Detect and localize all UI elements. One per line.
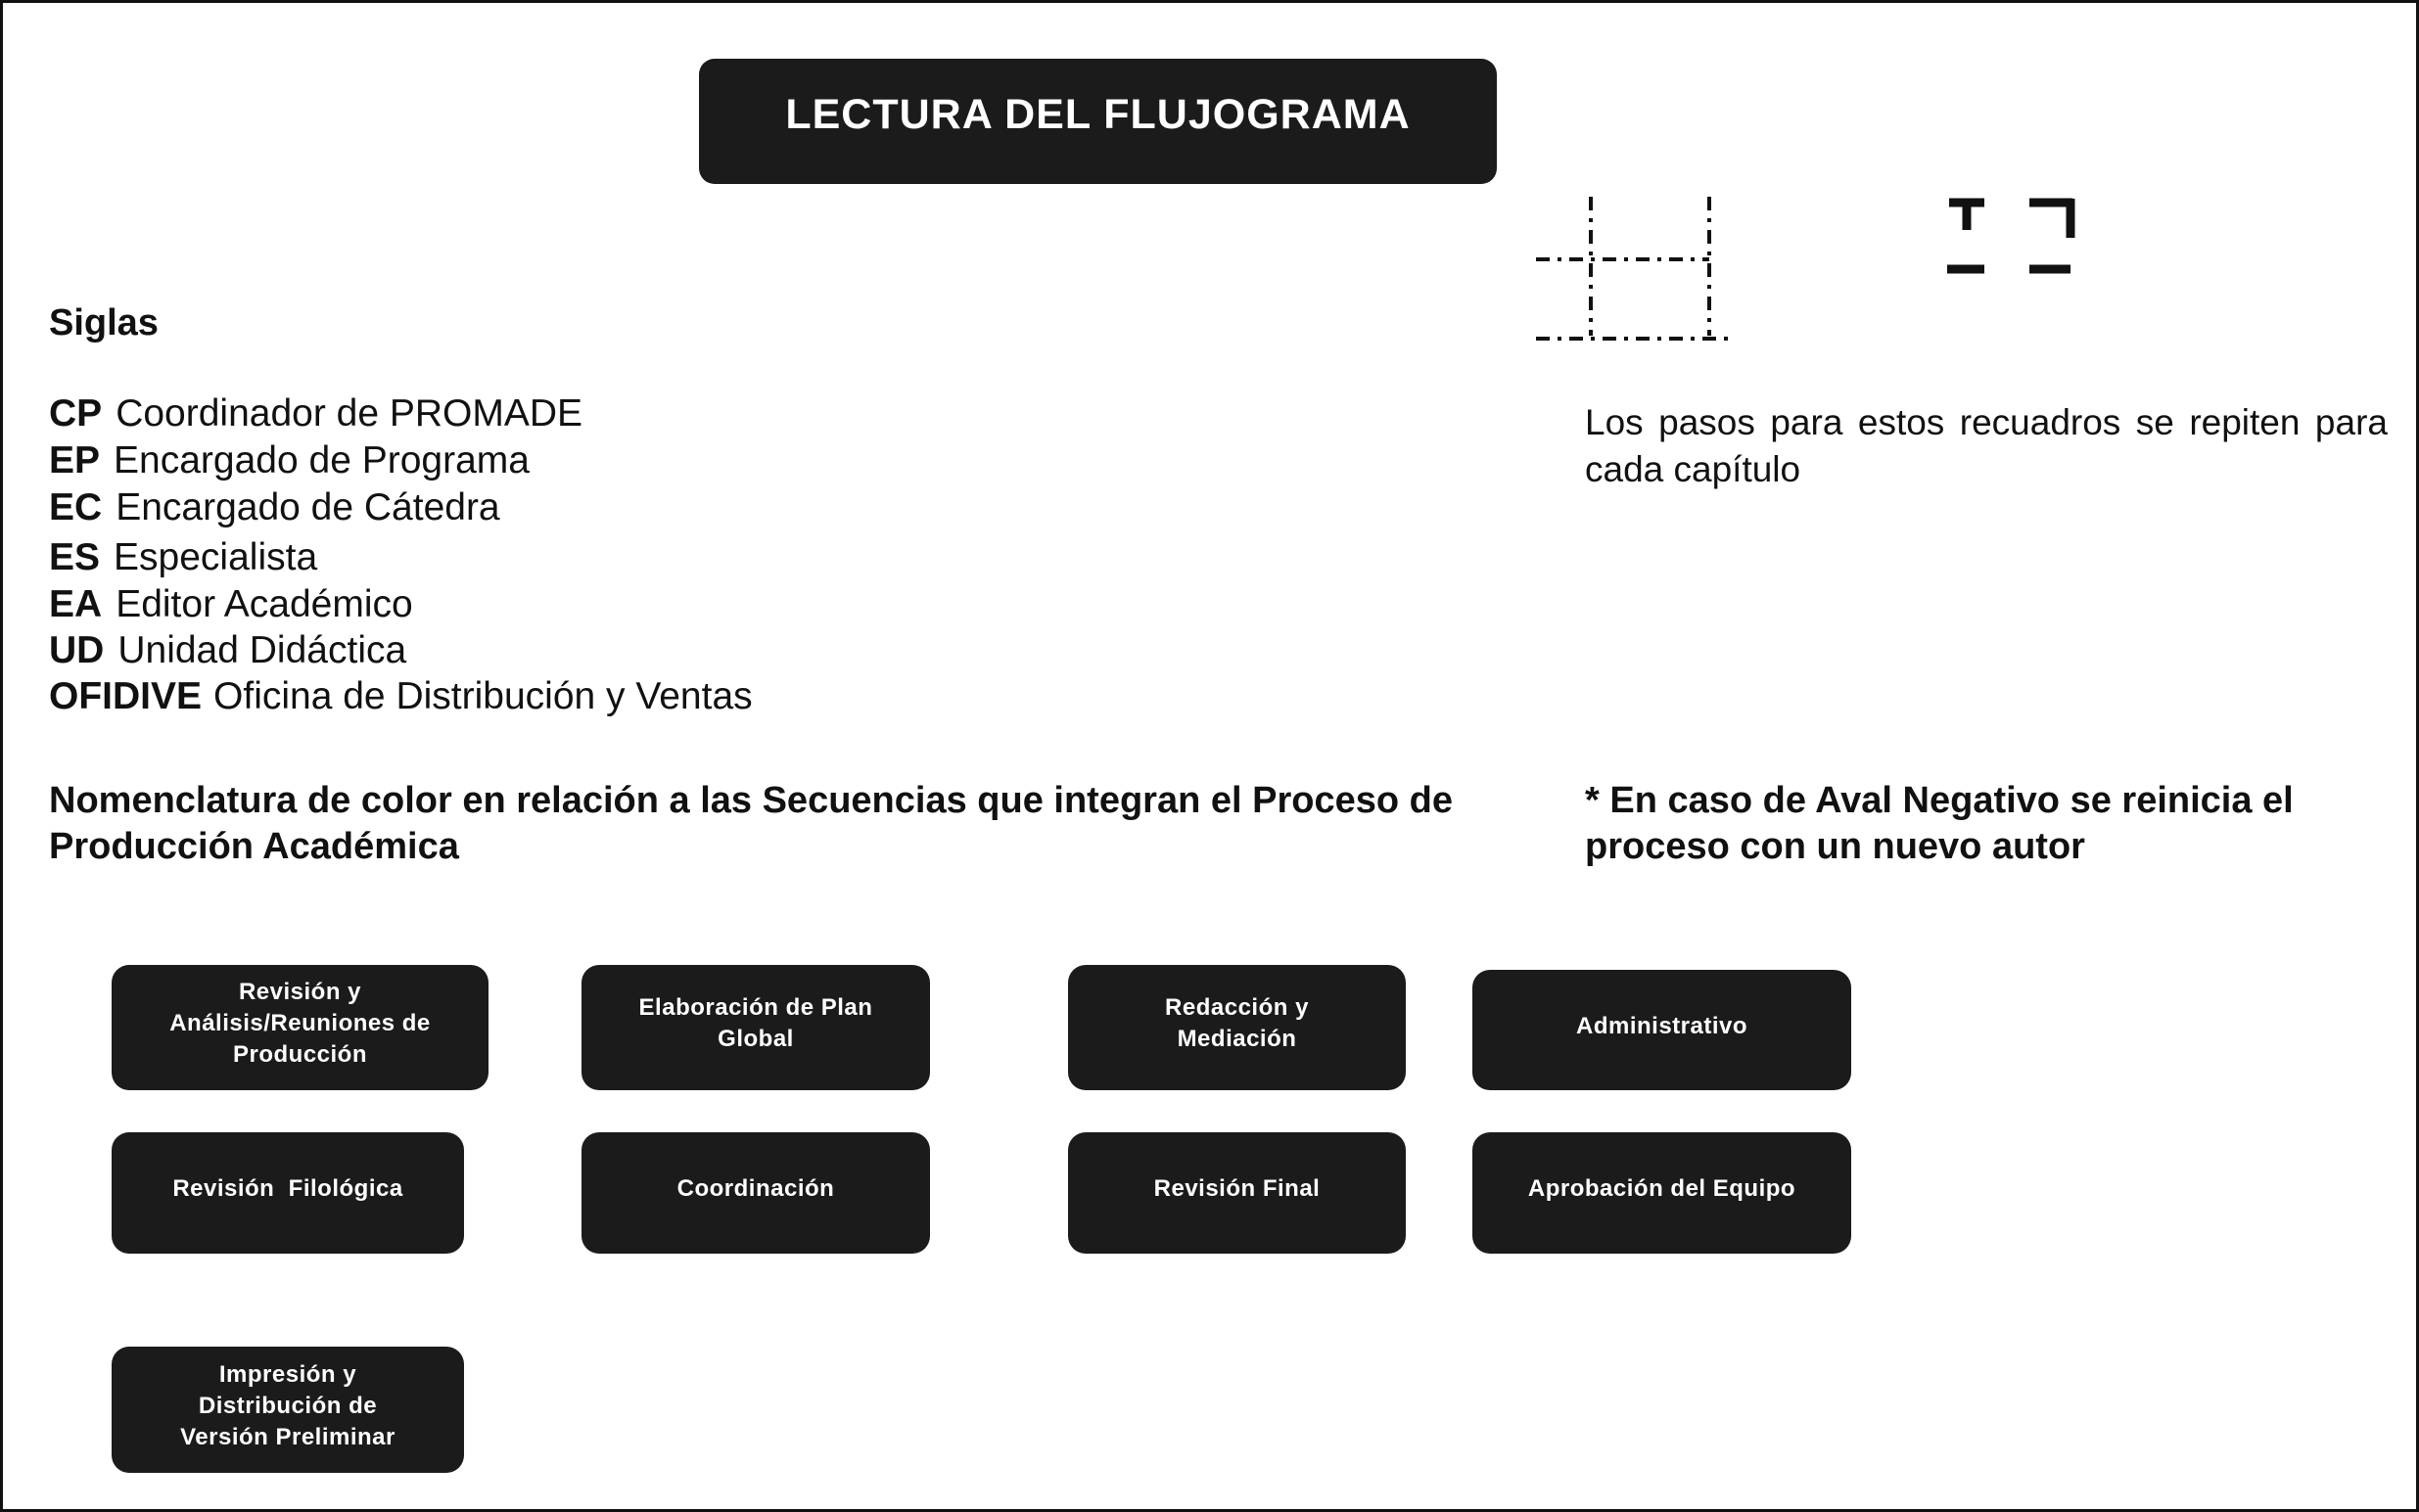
siglas-heading: Siglas (49, 302, 159, 344)
sigla-abbr: ES (49, 536, 101, 578)
sigla-meaning: Coordinador de PROMADE (116, 392, 583, 435)
sequence-box-revision-final: Revisión Final (1068, 1132, 1406, 1254)
sequence-box-redaccion-mediacion: Redacción y Mediación (1068, 965, 1406, 1090)
sigla-abbr: CP (49, 392, 103, 435)
sigla-abbr: UD (49, 629, 105, 671)
legend-note: Los pasos para estos recuadros se repiten para cada capítulo (1585, 402, 2388, 489)
sigla-meaning: Unidad Didáctica (117, 629, 407, 671)
sigla-abbr: OFIDIVE (49, 675, 203, 717)
sequence-box-revision-filologica: Revisión Filológica (112, 1132, 464, 1254)
sequence-box-revision-analisis: Revisión y Análisis/Reuniones de Producción (112, 965, 488, 1090)
sequence-box-coordinacion: Coordinación (581, 1132, 930, 1254)
negative-endorsement-note: * En caso de Aval Negativo se reinicia el proceso con un nuevo autor (1585, 780, 2294, 867)
dash-dot-box-icon (1536, 197, 1734, 339)
sequence-box-aprobacion-equipo: Aprobación del Equipo (1472, 1132, 1851, 1254)
flowchart-title: LECTURA DEL FLUJOGRAMA (699, 59, 1497, 184)
color-nomenclature-heading: Nomenclatura de color en relación a las Secuencias que integran el Proceso de Producción Académica (49, 780, 1453, 867)
sigla-meaning: Oficina de Distribución y Ventas (213, 675, 753, 717)
dashed-corner-brackets-icon (1947, 199, 2072, 269)
sigla-abbr: EA (49, 583, 103, 625)
sigla-item (49, 536, 317, 579)
sigla-item (49, 675, 753, 718)
sigla-abbr: EP (49, 439, 101, 481)
sigla-meaning: Encargado de Cátedra (116, 486, 500, 528)
legend-icons (3, 3, 2416, 394)
sigla-item (49, 486, 500, 529)
sigla-item (49, 583, 413, 626)
sequence-box-plan-global: Elaboración de Plan Global (581, 965, 930, 1090)
sigla-meaning: Especialista (114, 536, 318, 578)
sigla-meaning: Encargado de Programa (114, 439, 530, 481)
sigla-item (49, 629, 406, 672)
sequence-box-impresion-distribucion: Impresión y Distribución de Versión Preliminar (112, 1347, 464, 1473)
sigla-meaning: Editor Académico (116, 583, 413, 625)
sigla-abbr: EC (49, 486, 103, 528)
sequence-box-administrativo: Administrativo (1472, 970, 1851, 1090)
sigla-item (49, 392, 582, 435)
sigla-item (49, 439, 530, 482)
